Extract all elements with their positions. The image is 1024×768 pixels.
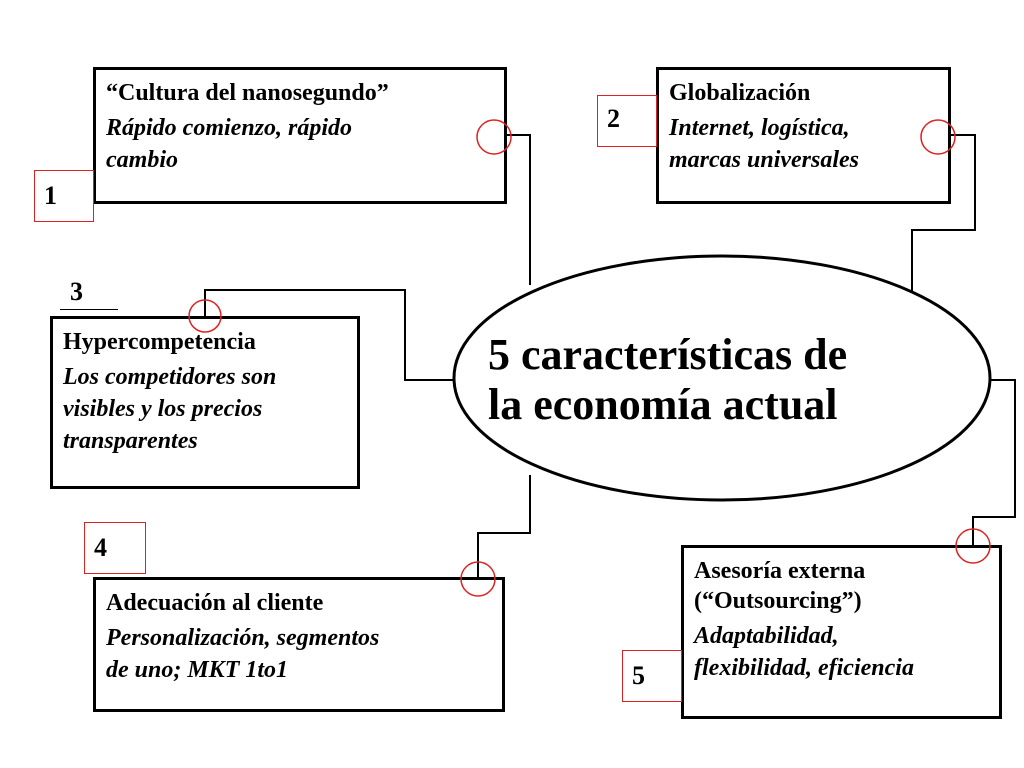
item-3-description <box>63 361 347 457</box>
item-3-desc-line-2: visibles y los precios <box>63 396 263 422</box>
connector-4 <box>478 475 530 577</box>
center-title-line-1: 5 características de <box>488 330 848 379</box>
item-3-desc-line-1: Los competidores son <box>63 364 277 390</box>
item-4-description <box>106 622 492 686</box>
item-box-3 <box>50 316 360 489</box>
number-badge-5: 5 <box>622 650 682 702</box>
number-badge-2: 2 <box>597 95 657 147</box>
item-2-desc-line-1: Internet, logística, <box>669 115 850 141</box>
item-2-title: Globalización <box>669 80 811 106</box>
item-5-desc-line-1: Adaptabilidad, <box>694 623 839 649</box>
item-1-desc-line-2: cambio <box>106 147 178 173</box>
number-badge-4: 4 <box>84 522 146 574</box>
center-title-line-2: la economía actual <box>488 380 838 429</box>
item-4-title: Adecuación al cliente <box>106 590 324 616</box>
item-4-desc-line-1: Personalización, segmentos <box>106 625 380 651</box>
item-5-description <box>694 620 989 684</box>
connector-1 <box>505 135 530 285</box>
item-box-1 <box>93 67 507 204</box>
item-box-4 <box>93 577 505 712</box>
item-2-desc-line-2: marcas universales <box>669 147 860 173</box>
item-box-2 <box>656 67 951 204</box>
item-3-title: Hypercompetencia <box>63 329 256 355</box>
number-label-3 <box>70 277 83 307</box>
item-2-description <box>669 112 938 176</box>
item-5-title-line-2: (“Outsourcing”) <box>694 588 862 614</box>
item-5-title-line-1: Asesoría externa <box>694 558 866 584</box>
item-5-desc-line-2: flexibilidad, eficiencia <box>694 655 914 681</box>
item-4-desc-line-2: de uno; MKT 1to1 <box>106 657 289 683</box>
number-badge-1: 1 <box>34 170 94 222</box>
center-title <box>488 330 847 430</box>
item-box-5 <box>681 545 1002 719</box>
item-3-desc-line-3: transparentes <box>63 428 198 454</box>
item-5-title <box>694 556 989 616</box>
item-1-title: “Cultura del nanosegundo” <box>106 80 389 106</box>
item-1-desc-line-1: Rápido comienzo, rápido <box>106 115 353 141</box>
number-3-underline <box>60 309 118 310</box>
item-1-description <box>106 112 494 176</box>
number-3-text: 3 <box>70 277 83 306</box>
